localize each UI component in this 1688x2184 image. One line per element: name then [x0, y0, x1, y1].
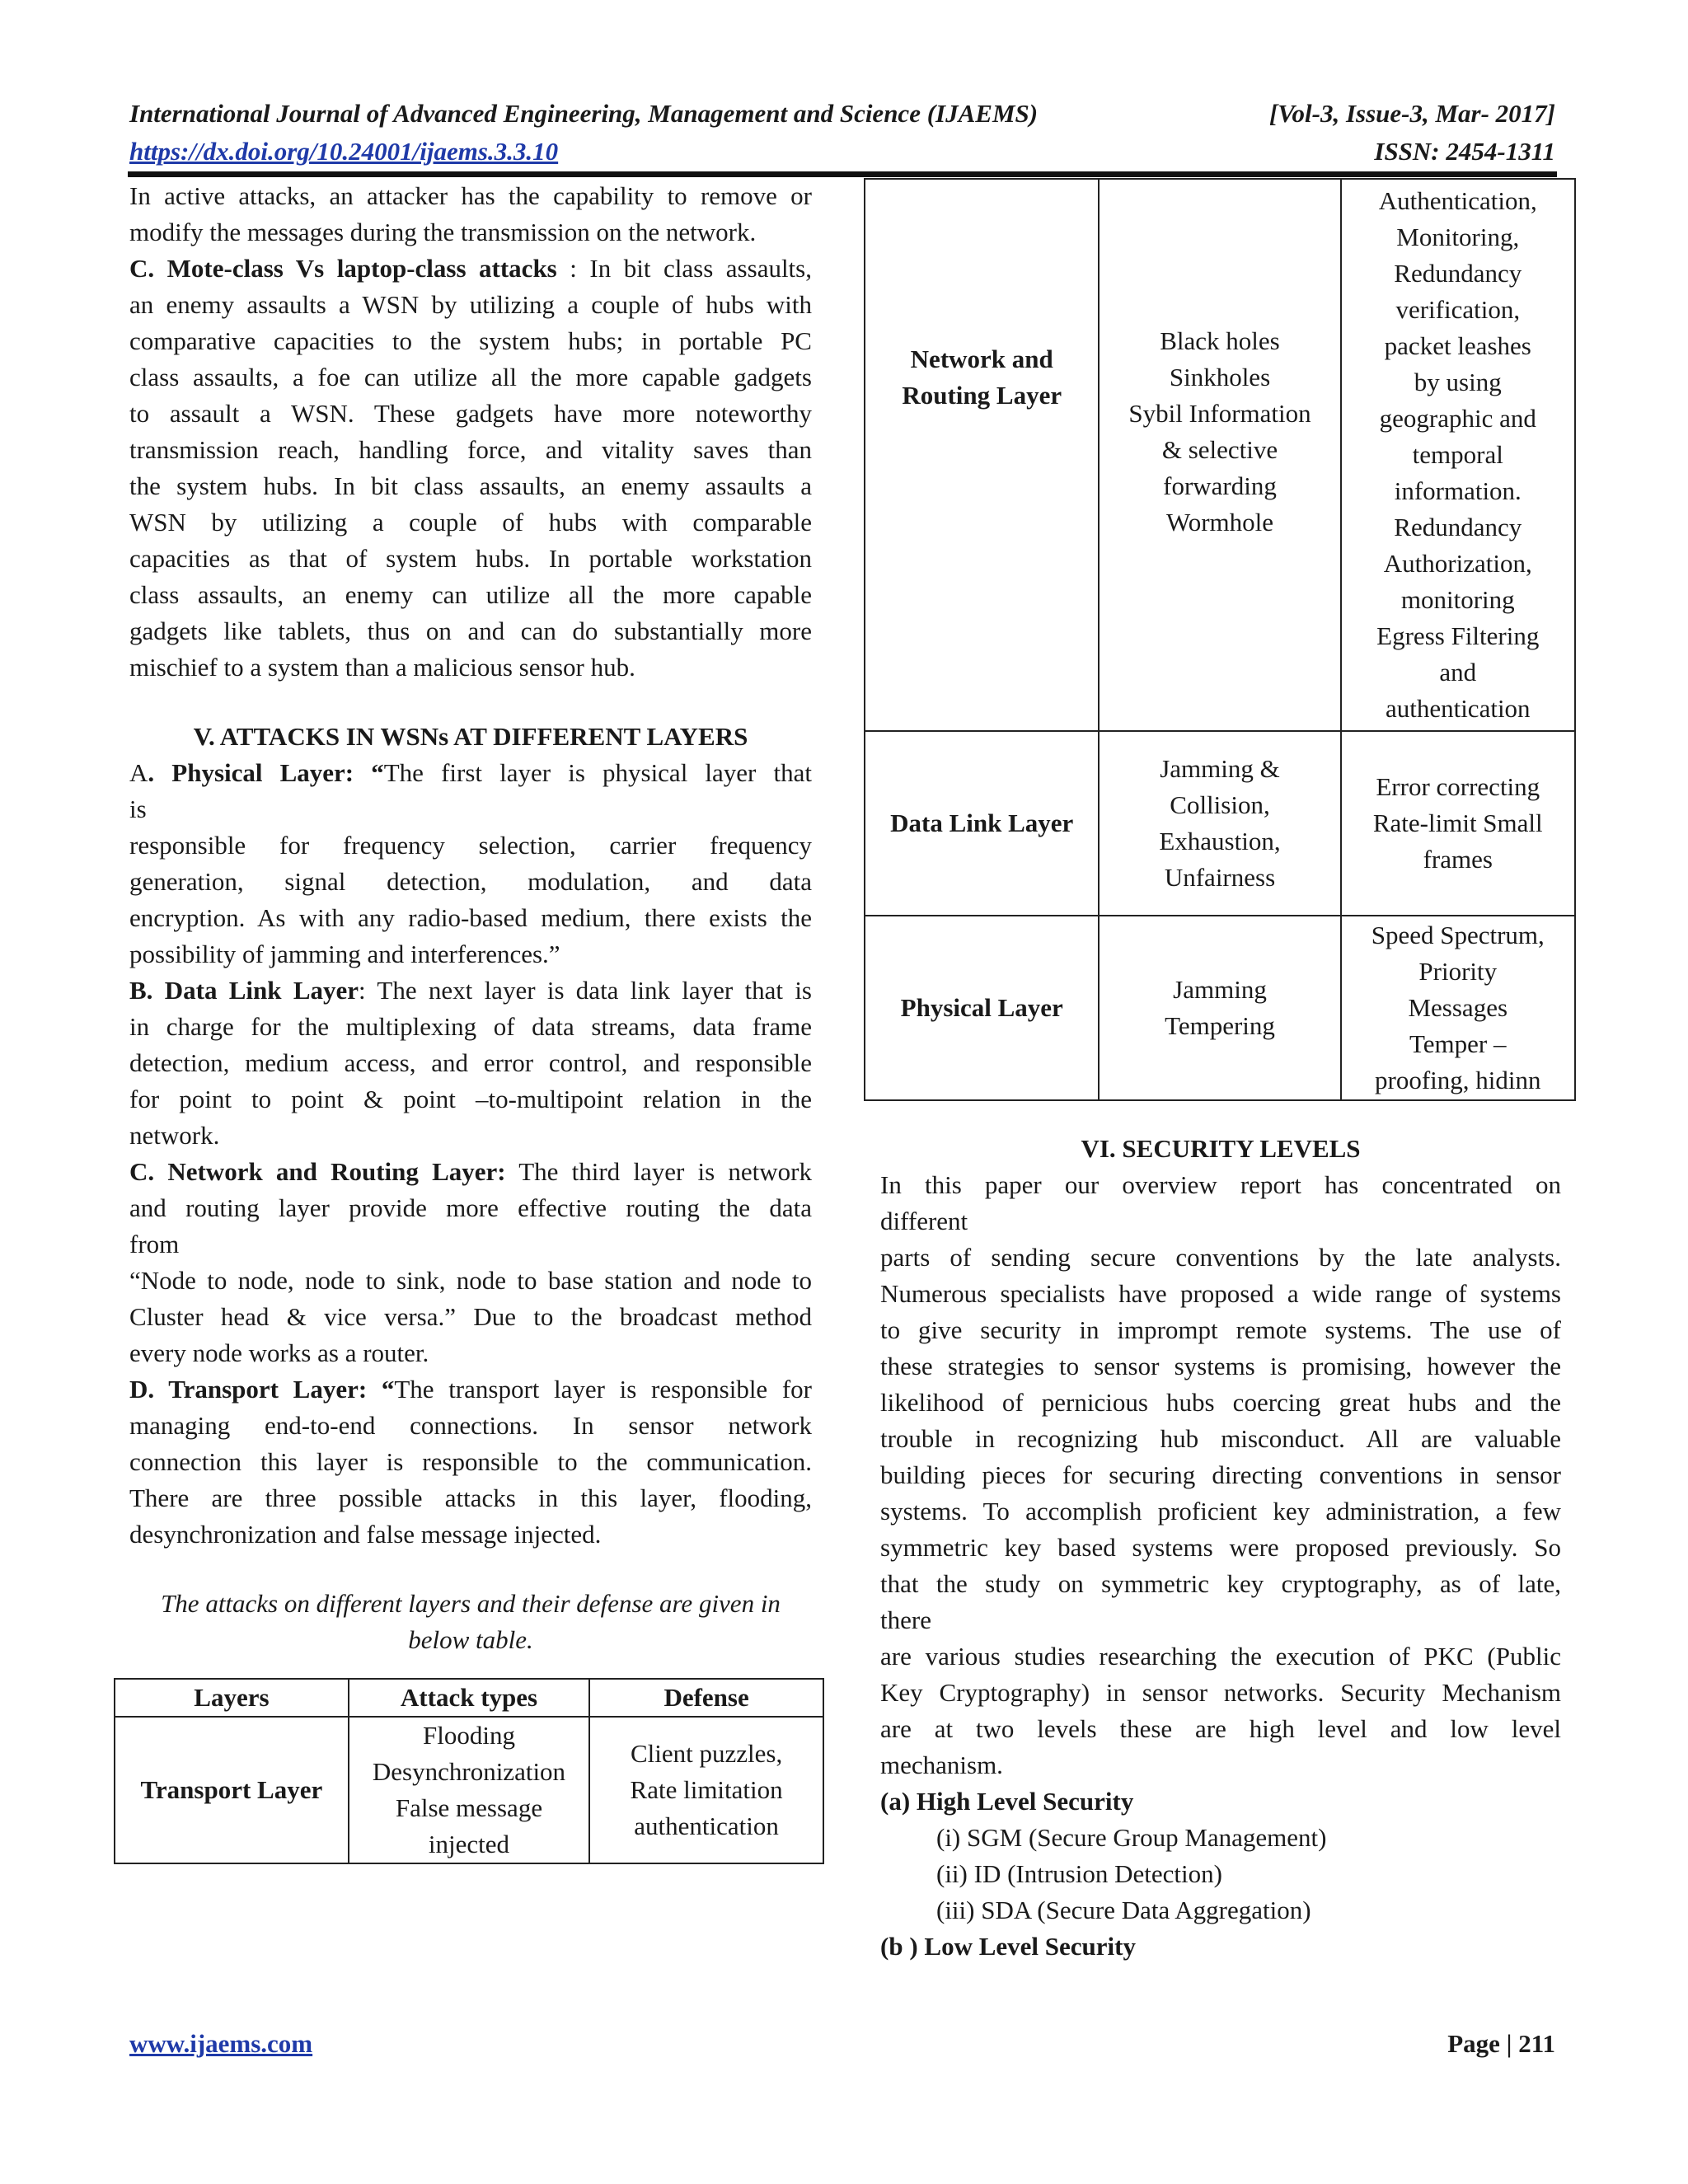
para-mote-line: comparative capacities to the system hubs; in portable PC [129, 326, 812, 355]
para-active-l1: In active attacks, an attacker has the capability to remove or [129, 181, 812, 210]
para-network-l4: Cluster head & vice versa.” Due to the broadcast method [129, 1302, 812, 1331]
table-row [865, 179, 1575, 731]
para-security-line: likelihood of pernicious hubs coercing great hubs and the [880, 1388, 1561, 1417]
para-network-l1: C. Network and Routing Layer: The third layer is network [129, 1157, 812, 1186]
network-heading: C. Network and Routing Layer: [129, 1157, 506, 1186]
para-security-line: symmetric key based systems were proposed previously. So [880, 1533, 1561, 1562]
para-security-line: parts of sending secure conventions by the late analysts. [880, 1243, 1561, 1272]
table-header-row [115, 1679, 823, 1717]
para-network-last: every node works as a router. [129, 1338, 429, 1367]
table-caption-l1: The attacks on different layers and their defense are given in [161, 1589, 781, 1618]
para-security-line: Key Cryptography) in sensor networks. Security Mechanism [880, 1678, 1561, 1707]
transport-heading: D. Transport Layer: “ [129, 1375, 395, 1404]
para-physical-line: generation, signal detection, modulation, and data [129, 867, 812, 896]
right-column [880, 1131, 1561, 1965]
para-mote-last: mischief to a system than a malicious sensor hub. [129, 653, 635, 682]
attacks-table-part2 [864, 178, 1576, 1101]
list-item: (ii) ID (Intrusion Detection) [936, 1859, 1222, 1888]
para-mote-line: capacities as that of system hubs. In portable workstation [129, 544, 812, 573]
table-row [865, 916, 1575, 1100]
para-transport-last: desynchronization and false message injected. [129, 1520, 602, 1549]
table-row [115, 1717, 823, 1863]
para-security-line: Numerous specialists have proposed a wide range of systems [880, 1279, 1561, 1308]
para-datalink-line: detection, medium access, and error control, and responsible [129, 1048, 812, 1077]
para-physical-last: possibility of jamming and interferences.” [129, 940, 560, 968]
footer [129, 2029, 1555, 2059]
para-security-line: to give security in imprompt remote systems. The use of [880, 1315, 1561, 1344]
datalink-heading: B. Data Link Layer [129, 976, 359, 1005]
website-link[interactable]: www.ijaems.com [129, 2029, 313, 2058]
para-transport-line: There are three possible attacks in this layer, flooding, [129, 1483, 812, 1512]
col-header-attack-types: Attack types [349, 1679, 589, 1717]
page-number: Page | 211 [1447, 2029, 1555, 2058]
para-datalink-line: in charge for the multiplexing of data streams, data frame [129, 1012, 812, 1041]
list-item: (iii) SDA (Secure Data Aggregation) [936, 1896, 1311, 1924]
physical-heading: . Physical Layer: “ [148, 758, 384, 787]
para-mote-line: transmission reach, handling force, and vitality saves than [129, 435, 812, 464]
para-datalink-last: network. [129, 1121, 220, 1150]
para-security-l2: different [880, 1207, 968, 1235]
para-network-line: and routing layer provide more effective routing the data [129, 1193, 812, 1222]
left-column [129, 178, 812, 1658]
cell-attacks: Jamming Tempering [1099, 916, 1340, 1100]
cell-attacks: Flooding Desynchronization False message injected [349, 1717, 589, 1863]
attacks-table-part1 [114, 1678, 824, 1864]
para-mote-line: WSN by utilizing a couple of hubs with comparable [129, 508, 812, 537]
table-caption-l2: below table. [408, 1625, 533, 1654]
cell-defense: Speed Spectrum, Priority Messages Temper – proofing, hidinn [1341, 916, 1575, 1100]
para-mote-line: to assault a WSN. These gadgets have more noteworthy [129, 399, 812, 428]
journal-title: International Journal of Advanced Engineering, Management and Science (IJAEMS) [129, 99, 1039, 128]
para-security-last: mechanism. [880, 1750, 1003, 1779]
para-security-line: trouble in recognizing hub misconduct. All are valuable [880, 1424, 1561, 1453]
col-header-layers: Layers [115, 1679, 349, 1717]
cell-layer: Data Link Layer [865, 731, 1099, 916]
doi-link[interactable]: https://dx.doi.org/10.24001/ijaems.3.3.10 [129, 137, 559, 166]
para-transport-l1: D. Transport Layer: “The transport layer is responsible for [129, 1375, 812, 1404]
para-security-line: systems. To accomplish proficient key administration, a few [880, 1497, 1561, 1526]
para-security-l1: In this paper our overview report has concentrated on [880, 1170, 1561, 1199]
para-physical-l1: A. Physical Layer: “The first layer is physical layer that [129, 758, 812, 787]
para-physical-l2: is [129, 794, 147, 823]
para-datalink-line: for point to point & point –to-multipoint relation in the [129, 1085, 812, 1113]
para-security-line: are at two levels these are high level and low level [880, 1714, 1561, 1743]
para-mote-line: the system hubs. In bit class assaults, an enemy assaults a [129, 471, 812, 500]
col-header-defense: Defense [589, 1679, 823, 1717]
para-mote-line: class assaults, a foe can utilize all the more capable gadgets [129, 363, 812, 391]
para-transport-line: connection this layer is responsible to the communication. [129, 1447, 812, 1476]
cell-layer: Network and Routing Layer [865, 179, 1099, 731]
para-physical-line: encryption. As with any radio-based medium, there exists the [129, 903, 812, 932]
header-rule [128, 171, 1557, 177]
list-item: (i) SGM (Secure Group Management) [936, 1823, 1327, 1852]
table-row [865, 731, 1575, 916]
section-heading-v: V. ATTACKS IN WSNs AT DIFFERENT LAYERS [193, 722, 748, 751]
issn: ISSN: 2454-1311 [1374, 137, 1555, 166]
para-mote-line: an enemy assaults a WSN by utilizing a couple of hubs with [129, 290, 812, 319]
cell-defense: Client puzzles, Rate limitation authentication [589, 1717, 823, 1863]
mote-heading: C. Mote-class Vs laptop-class attacks [129, 254, 557, 283]
low-level-heading: (b ) Low Level Security [880, 1932, 1136, 1961]
para-security-line: that the study on symmetric key cryptography, as of late, [880, 1569, 1561, 1598]
cell-attacks: Jamming & Collision, Exhaustion, Unfairness [1099, 731, 1340, 916]
para-mote-l1: C. Mote-class Vs laptop-class attacks : In bit class assaults, [129, 254, 812, 283]
para-mote-line: gadgets like tablets, thus on and can do substantially more [129, 616, 812, 645]
cell-attacks: Black holes Sinkholes Sybil Information & selective forwarding Wormhole [1099, 179, 1340, 731]
para-security-line: these strategies to sensor systems is promising, however the [880, 1352, 1561, 1380]
para-security-line: are various studies researching the execution of PKC (Public [880, 1642, 1561, 1671]
para-transport-line: managing end-to-end connections. In sensor network [129, 1411, 812, 1440]
para-security-there: there [880, 1605, 931, 1634]
para-mote-line: class assaults, an enemy can utilize all the more capable [129, 580, 812, 609]
para-network-l3: “Node to node, node to sink, node to base station and node to [129, 1266, 812, 1295]
cell-layer: Physical Layer [865, 916, 1099, 1100]
high-level-heading: (a) High Level Security [880, 1787, 1134, 1816]
para-physical-line: responsible for frequency selection, carrier frequency [129, 831, 812, 860]
volume-info: [Vol-3, Issue-3, Mar- 2017] [1268, 99, 1555, 128]
cell-defense: Error correcting Rate-limit Small frames [1341, 731, 1575, 916]
para-datalink-l1: B. Data Link Layer: The next layer is data link layer that is [129, 976, 812, 1005]
para-active-l2: modify the messages during the transmission on the network. [129, 218, 757, 246]
cell-layer: Transport Layer [115, 1717, 349, 1863]
section-heading-vi: VI. SECURITY LEVELS [1081, 1134, 1361, 1163]
para-security-line: building pieces for securing directing conventions in sensor [880, 1460, 1561, 1489]
cell-defense: Authentication, Monitoring, Redundancy verification, packet leashes by using geographic and temporal information. Redundancy Authorization, monitoring Egress Filtering and authentication [1341, 179, 1575, 731]
para-network-from: from [129, 1230, 180, 1258]
